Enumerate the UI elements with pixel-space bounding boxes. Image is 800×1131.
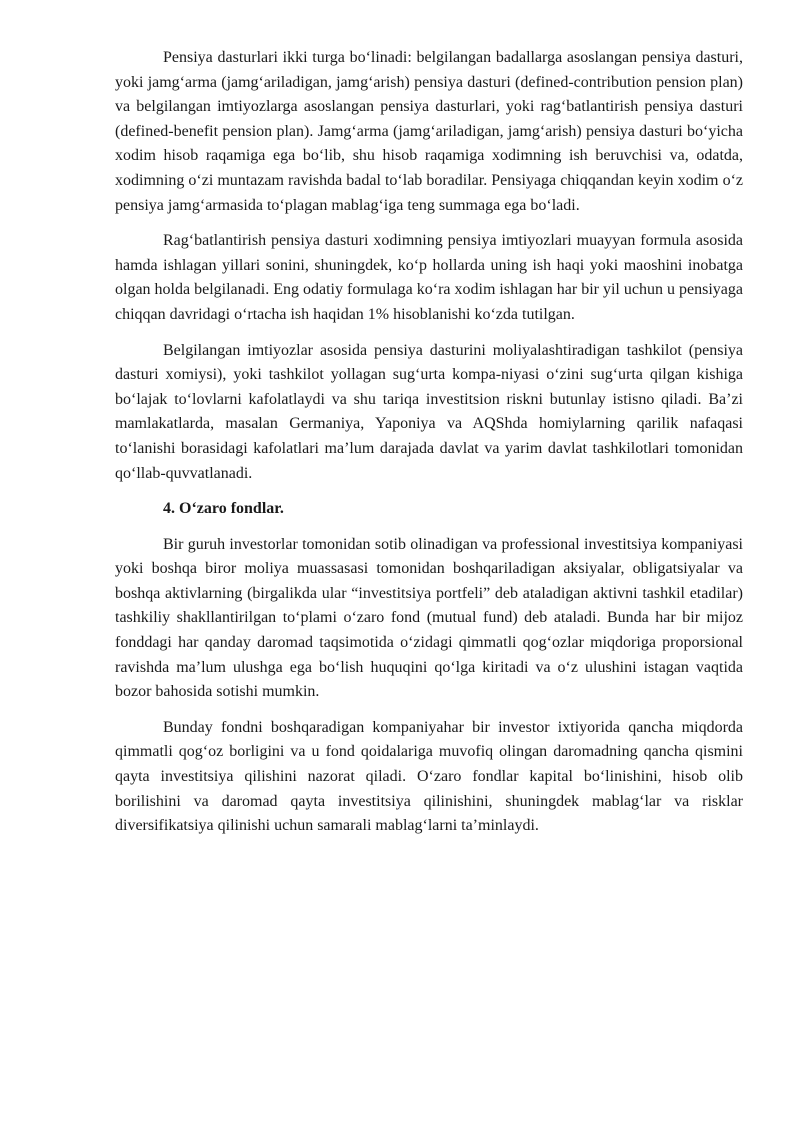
paragraph-defined-benefit: Rag‘batlantirish pensiya dasturi xodimning pensiya imtiyozlari muayyan formula asosida hamda ishlagan yillari sonini, shuningdek, ko‘p hollarda uning ish haqi yoki maoshini inobatga olgan holda belgilanadi. Eng odatiy formulaga ko‘ra xodim ishlagan har bir yil uchun u pensiyaga chiqqan davridagi o‘rtacha ish haqidan 1% hisoblanishi ko‘zda tutilgan. — [115, 232, 743, 323]
paragraph-pension-types: Pensiya dasturlari ikki turga bo‘linadi: belgilangan badallarga asoslangan pensiya dasturi, yoki jamg‘arma (jamg‘ariladigan, jamg‘arish) pensiya dasturi (defined-contribution pension plan) va belgilangan imtiyozlarga asoslangan pensiya dasturlari, yoki rag‘batlantirish pensiya dasturi (defined-benefit pension plan). Jamg‘arma (jamg‘ariladigan, jamg‘arish) pensiya dasturi bo‘yicha xodim hisob raqamiga ega bo‘lib, shu hisob raqamiga xodimning ish beruvchisi va, odatda, xodimning o‘zi muntazam ravishda badal to‘lab boradilar. Pensiyaga chiqqandan keyin xodim o‘z pensiya jamg‘armasida to‘plagan mablag‘iga teng summaga ega bo‘ladi. — [115, 49, 743, 214]
section-heading-mutual-funds: 4. O‘zaro fondlar. — [163, 500, 284, 518]
paragraph-mutual-fund-definition: Bir guruh investorlar tomonidan sotib olinadigan va professional investitsiya kompaniyasi yoki boshqa biror moliya muassasasi tomonidan boshqariladigan aksiyalar, obligatsiyalar va boshqa aktivlarning (birgalikda ular “investitsiya portfeli” deb ataladigan aktivni tashkil etadilar) tashkiliy shakllantirilgan to‘plami o‘zaro fond (mutual fund) deb ataladi. Bunda har bir mijoz fonddagi har qanday daromad taqsimotida o‘zidagi qimmatli qog‘ozlar miqdoriga proporsional ravishda ma’lum ulushga ega bo‘lish huquqini qo‘lga kiritadi va o‘z ulushini istagan vaqtida bozor bahosida sotishi mumkin. — [115, 535, 743, 701]
paragraph-fund-management: Bunday fondni boshqaradigan kompaniyahar bir investor ixtiyorida qancha miqdorda qimmatli qog‘oz borligini va u fond qoidalariga muvofiq olingan daromadning qancha qismini qayta investitsiya qilishini nazorat qiladi. O‘zaro fondlar kapital bo‘linishini, hisob olib borilishini va daromad qayta investitsiya qilinishini, shuningdek mablag‘lar va risklar diversifikatsiya qilinishi uchun samarali mablag‘larni ta’minlaydi. — [115, 718, 743, 835]
document-body — [115, 46, 743, 850]
paragraph-guarantees: Belgilangan imtiyozlar asosida pensiya dasturini moliyalashtiradigan tashkilot (pensiya dasturi xomiysi), yoki tashkilot yollagan sug‘urta kompa-niyasi o‘zini sug‘urta qilgan kishiga bo‘lajak to‘lovlarni kafolatlaydi va shu tariqa investitsion riskni butunlay istisno qiladi. Ba’zi mamlakatlarda, masalan Germaniya, Yaponiya va AQShda homiylarning qarilik nafaqasi to‘lanishi borasidagi kafolatlari ma’lum darajada davlat va yarim davlat tashkilotlari tomonidan qo‘llab-quvvatlanadi. — [115, 341, 743, 482]
